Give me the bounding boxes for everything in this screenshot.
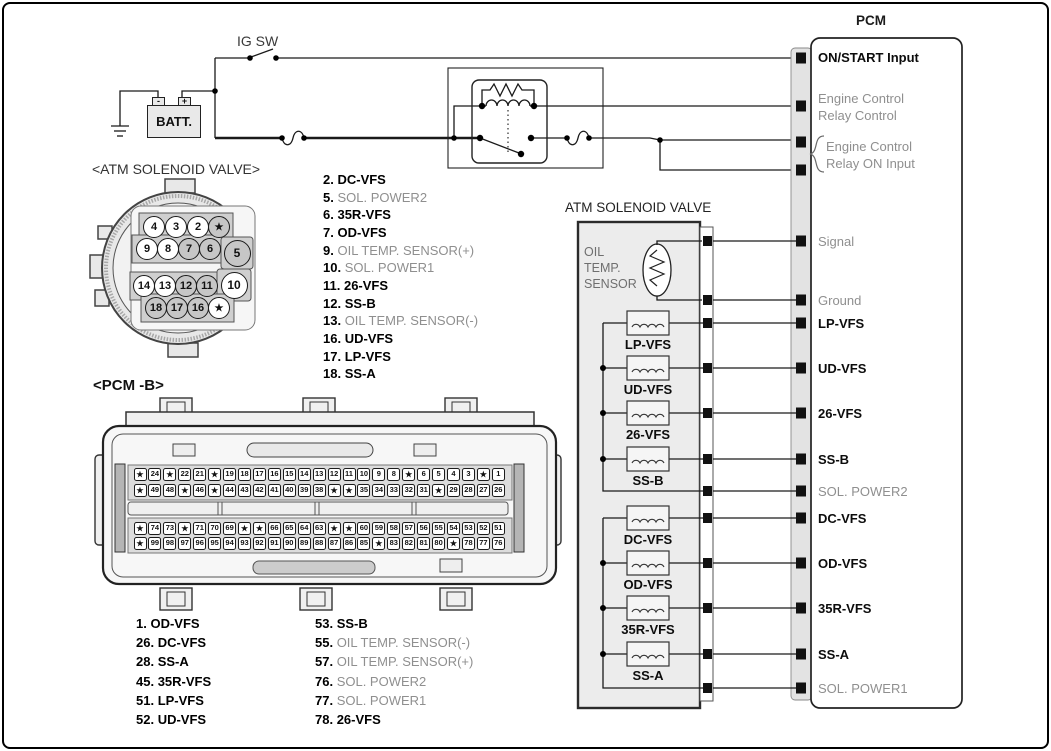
pcmb-pin-69: 69 (223, 522, 236, 535)
atm-pin-11: 11 (196, 275, 218, 297)
pin-list-item-1: 1. OD-VFS (136, 616, 200, 631)
atm-pin-2: 2 (187, 216, 209, 238)
atm-pin-8: 8 (157, 238, 179, 260)
pcmb-pin-97: 97 (178, 537, 191, 550)
pcmb-pin-1: 1 (492, 468, 505, 481)
pcmb-pin-24: 24 (148, 468, 161, 481)
pcm-pin-sol-power2: SOL. POWER2 (818, 484, 908, 499)
pcmb-pin-21: 21 (193, 468, 206, 481)
pcmb-pin-66: 66 (268, 522, 281, 535)
pcm-pin-26-vfs: 26-VFS (818, 406, 863, 421)
oil-temp-sensor-symbol (643, 244, 671, 296)
pcmb-pin-54: 54 (447, 522, 460, 535)
pcmb-pin-40: 40 (283, 484, 296, 497)
pin-list-item-45: 45. 35R-VFS (136, 673, 212, 689)
pcm-pin-od-vfs: OD-VFS (818, 556, 868, 571)
pcm-pin-relay-on-2: Relay ON Input (826, 156, 915, 171)
pin-list-item-10: 10. SOL. POWER1 (323, 260, 435, 276)
pcmb-pin-22: 22 (178, 468, 191, 481)
pcmb-pin-92: 92 (253, 537, 266, 550)
pcm-pin-ground: Ground (818, 293, 862, 308)
pcmb-pin-56: 56 (417, 522, 430, 535)
sensor-label-line1: OIL (584, 245, 605, 259)
pcmb-pin-60: 60 (357, 522, 370, 535)
pcm-pin-ss-a: SS-A (818, 647, 850, 662)
pcmb-title: <PCM -B> (93, 377, 164, 394)
pcmb-pin-star: ★ (343, 522, 356, 535)
pin-list-item-5: 5. SOL. POWER2 (323, 189, 428, 205)
pcmb-pin-99: 99 (148, 537, 161, 550)
pcmb-pin-17: 17 (253, 468, 266, 481)
pin-list-item-28: 28. SS-A (136, 654, 189, 670)
pin-list-item-77: 77. SOL. POWER1 (315, 692, 427, 708)
pin-list-item-57: 57. OIL TEMP. SENSOR(+) (315, 654, 474, 670)
atm-pin-14: 14 (133, 275, 155, 297)
pcm-pin-lp-vfs: LP-VFS (818, 316, 865, 331)
pcmb-pin-83: 83 (387, 537, 400, 550)
atm-circular-connector (90, 179, 255, 357)
pcmb-pin-93: 93 (238, 537, 251, 550)
sensor-label-line3: SENSOR (584, 277, 637, 291)
pin-list-item-18: 18. SS-A (323, 366, 376, 382)
pcmb-pin-57: 57 (402, 522, 415, 535)
atm-connector-title: <ATM SOLENOID VALVE> (92, 161, 261, 177)
pcmb-pin-34: 34 (372, 484, 385, 497)
pin-list-item-7: 7. OD-VFS (323, 224, 387, 240)
pcm-pin-relay-on-1: Engine Control (826, 139, 912, 154)
pcmb-pin-12: 12 (328, 468, 341, 481)
pcmb-pin-star: ★ (134, 484, 147, 497)
pcmb-pin-82: 82 (402, 537, 415, 550)
pcmb-pin-49: 49 (148, 484, 161, 497)
pcmb-pin-star: ★ (134, 468, 147, 481)
pcmb-pin-39: 39 (298, 484, 311, 497)
pin-list-item-53: 53. SS-B (315, 616, 368, 631)
pcmb-pin-18: 18 (238, 468, 251, 481)
pcmb-pin-43: 43 (238, 484, 251, 497)
atm-pin-6: 6 (199, 238, 221, 260)
atm-pin-17: 17 (166, 297, 188, 319)
atm-pin-star: ★ (208, 297, 230, 319)
atm-pin-12: 12 (175, 275, 197, 297)
pcmb-pin-14: 14 (298, 468, 311, 481)
pcm-pin-ss-b: SS-B (818, 452, 850, 467)
pcmb-pin-74: 74 (148, 522, 161, 535)
pin-list-item-78: 78. 26-VFS (315, 712, 381, 727)
pcmb-pin-32: 32 (402, 484, 415, 497)
pcmb-pin-16: 16 (268, 468, 281, 481)
pcmb-pin-90: 90 (283, 537, 296, 550)
pin-list-item-12: 12. SS-B (323, 295, 376, 311)
pcmb-pin-86: 86 (343, 537, 356, 550)
pcmb-pin-28: 28 (462, 484, 475, 497)
pcmb-pin-89: 89 (298, 537, 311, 550)
valve-coil-label-od-vfs: OD-VFS (623, 577, 673, 592)
pcmb-pin-87: 87 (328, 537, 341, 550)
pin-list-item-9: 9. OIL TEMP. SENSOR(+) (323, 242, 475, 258)
pcmb-pin-91: 91 (268, 537, 281, 550)
pcmb-pin-star: ★ (402, 468, 415, 481)
valve-coil-label-ss-a: SS-A (632, 668, 664, 683)
pcmb-pin-52: 52 (477, 522, 490, 535)
atm-pin-13: 13 (154, 275, 176, 297)
pcmb-pin-94: 94 (223, 537, 236, 550)
valve-coil-label-ud-vfs: UD-VFS (623, 382, 673, 397)
valve-coil-label-26-vfs: 26-VFS (625, 427, 671, 442)
atm-pin-4: 4 (143, 216, 165, 238)
pcmb-pin-star: ★ (447, 537, 460, 550)
atm-pin-star: ★ (208, 216, 230, 238)
pcmb-pin-star: ★ (238, 522, 251, 535)
pcmb-pin-63: 63 (313, 522, 326, 535)
pcmb-pin-78: 78 (462, 537, 475, 550)
pcmb-pin-76: 76 (492, 537, 505, 550)
pcmb-pin-65: 65 (283, 522, 296, 535)
pcm-title: PCM (856, 13, 886, 28)
valve-coil-label-ss-b: SS-B (632, 473, 664, 488)
pcmb-pin-58: 58 (387, 522, 400, 535)
pcmb-pin-6: 6 (417, 468, 430, 481)
valve-coil-label-35r-vfs: 35R-VFS (621, 622, 675, 637)
pin-list-item-13: 13. OIL TEMP. SENSOR(-) (323, 313, 479, 329)
pin-list-item-16: 16. UD-VFS (323, 330, 394, 346)
pcmb-pin-star: ★ (134, 522, 147, 535)
pcmb-pin-10: 10 (357, 468, 370, 481)
pcmb-pin-42: 42 (253, 484, 266, 497)
pcmb-pin-star: ★ (432, 484, 445, 497)
pcmb-pin-star: ★ (477, 468, 490, 481)
pcmb-pin-88: 88 (313, 537, 326, 550)
pcmb-pin-31: 31 (417, 484, 430, 497)
pcmb-pin-star: ★ (372, 537, 385, 550)
battery-minus-terminal: - (152, 97, 165, 106)
pcmb-pin-star: ★ (253, 522, 266, 535)
pcmb-pin-44: 44 (223, 484, 236, 497)
pin-list-item-11: 11. 26-VFS (323, 277, 389, 293)
pcmb-pin-star: ★ (328, 522, 341, 535)
pcmb-pin-11: 11 (343, 468, 356, 481)
atm-pin-5: 5 (224, 240, 251, 267)
battery-plus-terminal: + (178, 97, 191, 106)
atm-pin-18: 18 (145, 297, 167, 319)
pcm-pin-relay-control-2: Relay Control (818, 108, 897, 123)
pcmb-pin-80: 80 (432, 537, 445, 550)
pcmb-pin-41: 41 (268, 484, 281, 497)
pcmb-pin-13: 13 (313, 468, 326, 481)
pin-list-item-17: 17. LP-VFS (323, 348, 391, 364)
pcmb-pin-star: ★ (134, 537, 147, 550)
pcmb-pin-star: ★ (178, 484, 191, 497)
pcmb-pin-star: ★ (328, 484, 341, 497)
pcmb-pin-73: 73 (163, 522, 176, 535)
pcmb-pin-star: ★ (208, 484, 221, 497)
pcmb-pin-71: 71 (193, 522, 206, 535)
pcm-pin-sol-power1: SOL. POWER1 (818, 681, 908, 696)
pcmb-pin-star: ★ (343, 484, 356, 497)
pcmb-pin-81: 81 (417, 537, 430, 550)
ig-sw-label: IG SW (237, 33, 279, 49)
pcmb-connector-housing (95, 398, 561, 610)
pcmb-pin-64: 64 (298, 522, 311, 535)
pin-list-item-52: 52. UD-VFS (136, 712, 207, 727)
pcmb-pin-46: 46 (193, 484, 206, 497)
atm-pin-10: 10 (221, 272, 248, 299)
pcm-pin-relay-control-1: Engine Control (818, 91, 904, 106)
pcmb-pin-55: 55 (432, 522, 445, 535)
atm-pin-7: 7 (178, 238, 200, 260)
pcmb-pin-27: 27 (477, 484, 490, 497)
atm-pin-9: 9 (136, 238, 158, 260)
pcmb-pin-26: 26 (492, 484, 505, 497)
pcmb-pin-48: 48 (163, 484, 176, 497)
pcmb-pin-77: 77 (477, 537, 490, 550)
pcmb-pin-98: 98 (163, 537, 176, 550)
pcmb-pin-5: 5 (432, 468, 445, 481)
pcmb-pin-3: 3 (462, 468, 475, 481)
battery (147, 105, 201, 138)
battery-label: BATT. (156, 114, 192, 129)
pcmb-pin-star: ★ (163, 468, 176, 481)
pcmb-pin-95: 95 (208, 537, 221, 550)
pin-list-item-51: 51. LP-VFS (136, 692, 204, 708)
atm-pin-3: 3 (165, 216, 187, 238)
pcm-pin-signal: Signal (818, 234, 855, 249)
pcm-pin-onstart: ON/START Input (818, 50, 919, 65)
pcmb-pin-star: ★ (178, 522, 191, 535)
pin-list-item-55: 55. OIL TEMP. SENSOR(-) (315, 635, 471, 651)
pcmb-pin-35: 35 (357, 484, 370, 497)
pcmb-pin-51: 51 (492, 522, 505, 535)
sensor-label-line2: TEMP. (584, 261, 621, 275)
pin-list-item-26: 26. DC-VFS (136, 635, 207, 651)
pin-list-item-76: 76. SOL. POWER2 (315, 673, 427, 689)
pcmb-pin-59: 59 (372, 522, 385, 535)
pcmb-pin-9: 9 (372, 468, 385, 481)
pcmb-pin-star: ★ (208, 468, 221, 481)
pin-list-item-2: 2. DC-VFS (323, 172, 386, 187)
valve-coil-label-lp-vfs: LP-VFS (624, 337, 672, 352)
pcmb-pin-70: 70 (208, 522, 221, 535)
pcmb-pin-96: 96 (193, 537, 206, 550)
pcmb-pin-19: 19 (223, 468, 236, 481)
relay-outer-box (448, 68, 603, 168)
pcm-pin-ud-vfs: UD-VFS (818, 361, 867, 376)
pcm-pin-35r-vfs: 35R-VFS (818, 601, 872, 616)
atm-pin-16: 16 (187, 297, 209, 319)
pcmb-pin-29: 29 (447, 484, 460, 497)
pcmb-pin-85: 85 (357, 537, 370, 550)
pcmb-pin-53: 53 (462, 522, 475, 535)
pcmb-pin-8: 8 (387, 468, 400, 481)
pcmb-pin-38: 38 (313, 484, 326, 497)
valve-coil-label-dc-vfs: DC-VFS (623, 532, 673, 547)
pcmb-pin-15: 15 (283, 468, 296, 481)
pin-list-item-6: 6. 35R-VFS (323, 207, 391, 223)
pcmb-pin-4: 4 (447, 468, 460, 481)
valve-box-title: ATM SOLENOID VALVE (565, 200, 712, 215)
pcmb-pin-33: 33 (387, 484, 400, 497)
pcm-pin-dc-vfs: DC-VFS (818, 511, 867, 526)
